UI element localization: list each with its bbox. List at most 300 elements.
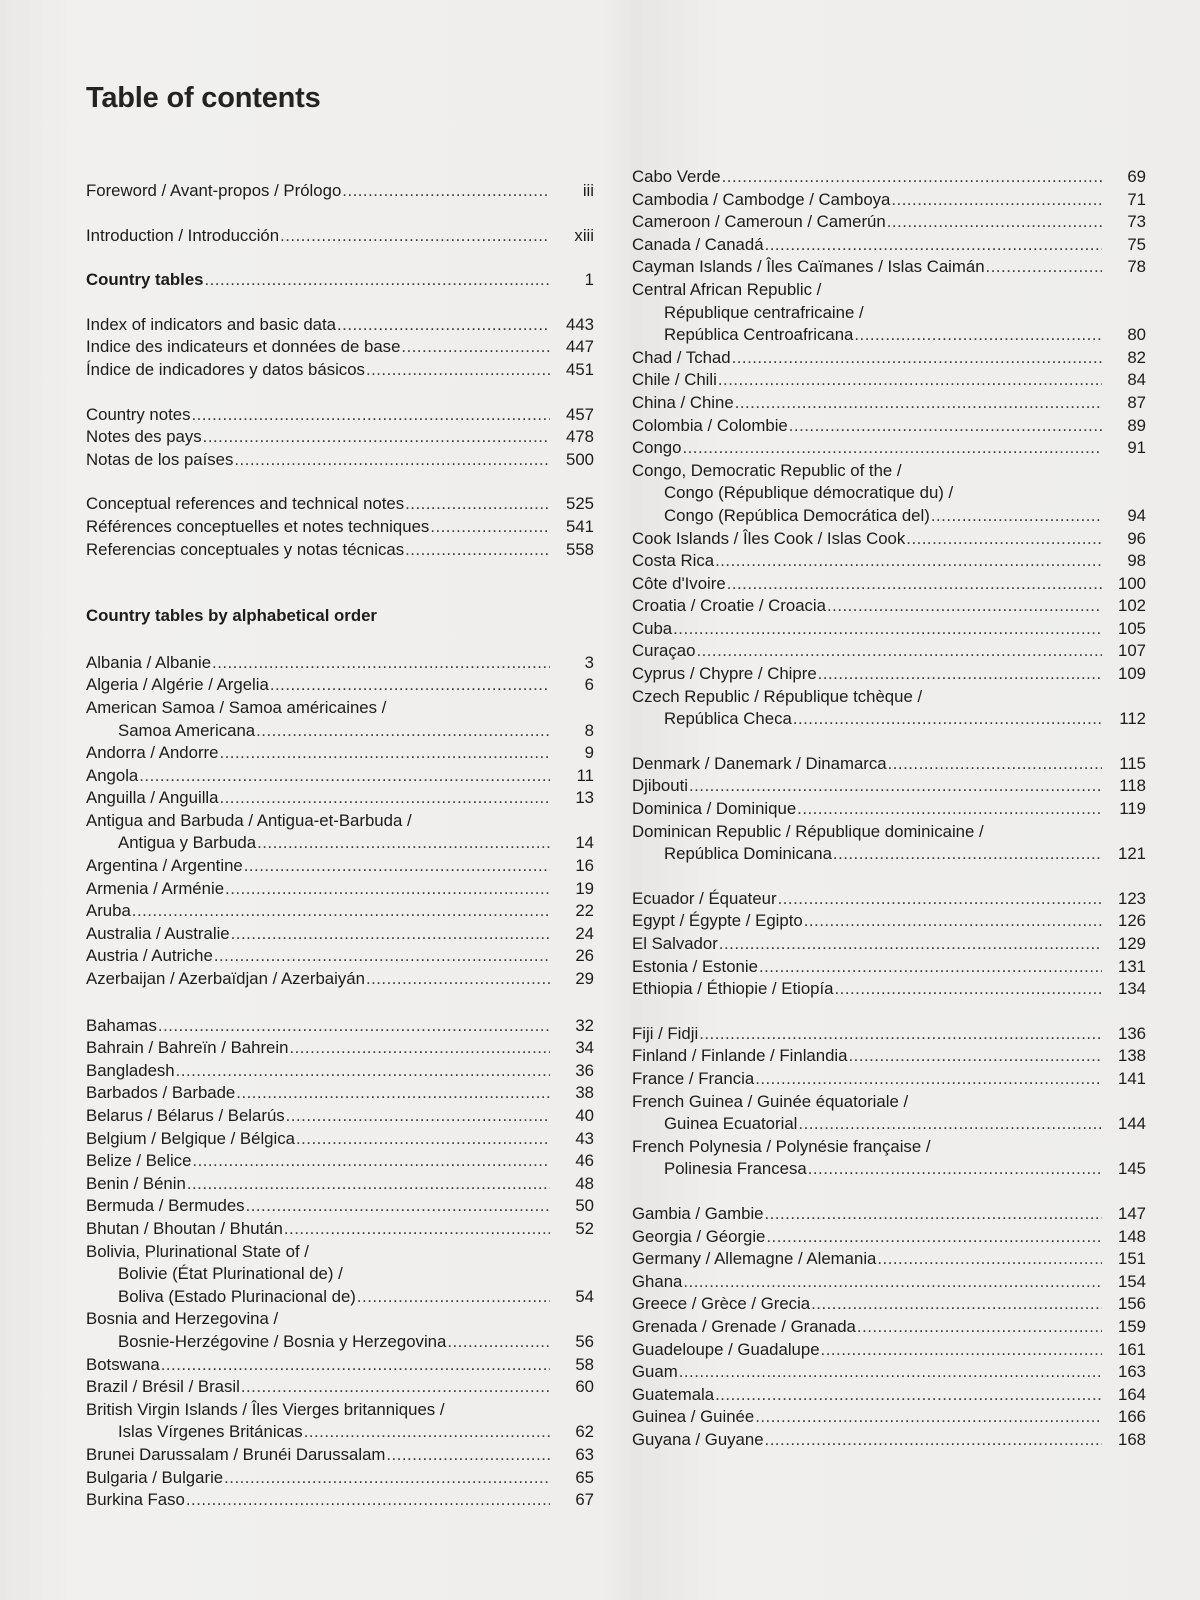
toc-entry-title: Chile / Chili — [632, 370, 717, 390]
dot-leader — [818, 663, 1102, 686]
toc-entry-title: Angola — [86, 765, 139, 785]
dot-leader — [284, 1218, 550, 1241]
toc-page-number: 164 — [1118, 1384, 1146, 1404]
toc-entry-title: Austria / Autriche — [86, 946, 213, 966]
toc-entry[interactable] — [86, 180, 594, 203]
toc-entry[interactable] — [86, 314, 594, 337]
toc-entry[interactable] — [632, 1136, 1146, 1181]
toc-page-number: 107 — [1118, 641, 1146, 661]
dot-leader — [835, 978, 1102, 1001]
toc-entry[interactable] — [86, 1037, 594, 1060]
toc-page-number: 84 — [1127, 370, 1146, 390]
dot-leader — [689, 775, 1102, 798]
dot-leader — [139, 765, 550, 788]
toc-page-number: 43 — [575, 1128, 594, 1148]
toc-page-number: 46 — [575, 1151, 594, 1171]
toc-entry-title: Belarus / Bélarus / Belarús — [86, 1106, 285, 1125]
dot-leader — [766, 1226, 1102, 1249]
toc-entry-title: Cook Islands / Îles Cook / Islas Cook — [632, 528, 906, 548]
toc-entry[interactable] — [86, 810, 594, 855]
dot-leader — [888, 753, 1102, 776]
toc-entry-title: Djibouti — [632, 776, 688, 796]
toc-entry[interactable] — [86, 1444, 594, 1467]
toc-entry[interactable] — [632, 256, 1146, 279]
dot-leader — [891, 189, 1102, 212]
toc-page-number: 29 — [575, 969, 594, 989]
dot-leader — [191, 404, 550, 427]
dot-leader — [246, 1195, 550, 1218]
toc-entry[interactable] — [632, 595, 1146, 618]
toc-entry-title: Brazil / Brésil / Brasil — [86, 1377, 240, 1397]
toc-entry-title: Antigua and Barbuda / Antigua-et-Barbuda / — [86, 810, 412, 830]
toc-entry-title: Introduction / Introducción — [86, 225, 280, 245]
toc-entry-title: Chad / Tchad — [632, 347, 731, 367]
dot-leader — [386, 1444, 550, 1467]
toc-entry-title: American Samoa / Samoa américaines / — [86, 697, 387, 717]
toc-page-number: 131 — [1118, 956, 1146, 976]
toc-entry-title: Ethiopia / Éthiopie / Etiopía — [632, 979, 834, 999]
toc-entry[interactable] — [632, 460, 1146, 528]
toc-entry-title: China / Chine — [632, 392, 734, 412]
toc-entry[interactable] — [86, 1489, 594, 1512]
dot-leader — [811, 1293, 1102, 1316]
toc-page-number: 6 — [584, 675, 594, 695]
toc-entry[interactable] — [86, 1060, 594, 1083]
toc-page-number: 63 — [575, 1444, 594, 1464]
toc-page-number: 60 — [575, 1377, 594, 1397]
toc-entry-title: Cayman Islands / Îles Caïmanes / Islas Caimán — [632, 257, 985, 277]
toc-entry-title: Germany / Allemagne / Alemania — [632, 1249, 877, 1269]
toc-entry-title: El Salvador — [632, 934, 718, 953]
toc-page-number: 126 — [1118, 911, 1146, 931]
toc-entry[interactable] — [632, 166, 1146, 189]
toc-entry[interactable] — [632, 1248, 1146, 1271]
toc-entry[interactable] — [86, 1241, 594, 1309]
toc-page-number: 67 — [575, 1490, 594, 1510]
toc-entry[interactable] — [632, 1406, 1146, 1429]
toc-page-number: 26 — [575, 946, 594, 966]
dot-leader — [887, 211, 1102, 234]
toc-entry[interactable] — [632, 821, 1146, 866]
toc-entry-title: Bosnia and Herzegovina / — [86, 1309, 279, 1329]
dot-leader — [854, 324, 1102, 347]
dot-leader — [401, 336, 550, 359]
toc-page-number: 8 — [584, 720, 594, 740]
toc-notes-group — [86, 404, 594, 472]
toc-entry-title: Armenia / Arménie — [86, 878, 225, 898]
toc-entry[interactable] — [632, 1316, 1146, 1339]
dot-leader — [679, 1361, 1102, 1384]
toc-entry-title: Dominica / Dominique — [632, 799, 797, 819]
dot-leader — [176, 1060, 550, 1083]
toc-entry-title: Cyprus / Chypre / Chipre — [632, 664, 817, 684]
toc-entry[interactable] — [86, 449, 594, 472]
toc-entry[interactable] — [632, 910, 1146, 933]
toc-page-number: 13 — [575, 788, 594, 808]
dot-leader — [696, 640, 1102, 663]
toc-entry-title: Cabo Verde — [632, 167, 721, 186]
toc-entry[interactable] — [632, 528, 1146, 551]
toc-entry[interactable] — [632, 392, 1146, 415]
toc-entry-title: Aruba — [86, 901, 131, 921]
toc-page-number: 451 — [566, 359, 594, 379]
toc-page-number: 80 — [1127, 325, 1146, 345]
toc-entry-title: Congo, Democratic Republic of the / — [632, 460, 902, 480]
dot-leader — [244, 855, 550, 878]
toc-entry[interactable] — [632, 1203, 1146, 1226]
toc-entry-title: Finland / Finlande / Finlandia — [632, 1046, 848, 1066]
toc-page-number: 147 — [1118, 1203, 1146, 1223]
toc-page-number: 54 — [575, 1286, 594, 1306]
toc-entry[interactable] — [632, 369, 1146, 392]
toc-entry[interactable] — [86, 1354, 594, 1377]
toc-page-number: 96 — [1127, 528, 1146, 548]
toc-entry-title: Belgium / Belgique / Bélgica — [86, 1128, 295, 1148]
toc-page-number: 145 — [1118, 1159, 1146, 1179]
toc-page-number: 69 — [1127, 167, 1146, 186]
dot-leader — [225, 878, 550, 901]
toc-entry[interactable] — [632, 437, 1146, 460]
toc-entry[interactable] — [86, 855, 594, 878]
toc-entry-title: Azerbaijan / Azerbaïdjan / Azerbaiyán — [86, 969, 365, 989]
dot-leader — [241, 1376, 550, 1399]
toc-entry-title: Andorra / Andorre — [86, 743, 219, 763]
dot-leader — [357, 1286, 550, 1309]
toc-entry-title: Egypt / Égypte / Egipto — [632, 911, 803, 931]
toc-page-number: 151 — [1118, 1249, 1146, 1269]
toc-entry-title: Bhutan / Bhoutan / Bhután — [86, 1218, 283, 1238]
toc-entry-title: Índice de indicadores y datos básicos — [86, 359, 365, 379]
toc-page-number: 87 — [1127, 392, 1146, 412]
dot-leader — [732, 347, 1102, 370]
toc-entry[interactable] — [86, 652, 594, 675]
toc-entry[interactable] — [632, 573, 1146, 596]
toc-entry[interactable] — [86, 878, 594, 901]
dot-leader — [683, 1271, 1102, 1294]
toc-page-number: 129 — [1118, 934, 1146, 953]
toc-entry[interactable] — [86, 225, 594, 248]
toc-page-number: 32 — [575, 1015, 594, 1035]
toc-front-matter — [86, 180, 594, 292]
toc-entry-title: Indice des indicateurs et données de base — [86, 337, 401, 357]
toc-entry[interactable] — [86, 426, 594, 449]
toc-page-number: iii — [582, 181, 594, 200]
toc-entry[interactable] — [86, 1399, 594, 1444]
toc-page-number: 118 — [1119, 776, 1146, 796]
toc-entry-title-continued: Guinea Ecuatorial — [664, 1114, 798, 1134]
toc-page-number: 141 — [1118, 1068, 1146, 1088]
toc-entry-title: Country notes — [86, 404, 191, 424]
toc-entry[interactable] — [632, 1384, 1146, 1407]
toc-entry-title: Guinea / Guinée — [632, 1407, 755, 1427]
toc-entry[interactable] — [86, 968, 594, 991]
toc-entry-title: Bahrain / Bahreïn / Bahrein — [86, 1038, 289, 1058]
toc-entry[interactable] — [632, 1339, 1146, 1362]
toc-page-number: 156 — [1118, 1294, 1146, 1314]
toc-entry[interactable] — [86, 765, 594, 788]
dot-leader — [719, 933, 1102, 956]
toc-entry[interactable] — [632, 1271, 1146, 1294]
toc-entry[interactable] — [632, 347, 1146, 370]
toc-entry[interactable] — [632, 415, 1146, 438]
toc-entry[interactable] — [632, 640, 1146, 663]
toc-page-number: 168 — [1118, 1429, 1146, 1449]
toc-entry[interactable] — [632, 211, 1146, 234]
dot-leader — [219, 742, 550, 765]
toc-page-number: 121 — [1118, 844, 1146, 864]
toc-page-number: 525 — [566, 494, 594, 514]
toc-page-number: 163 — [1118, 1362, 1146, 1382]
toc-entry-title: French Polynesia / Polynésie française / — [632, 1136, 931, 1156]
toc-entry[interactable] — [86, 539, 594, 562]
toc-entry-title: Referencias conceptuales y notas técnicas — [86, 539, 405, 559]
toc-entry[interactable] — [632, 1023, 1146, 1046]
toc-entry-title: Références conceptuelles et notes techniques — [86, 516, 430, 536]
dot-leader — [257, 832, 550, 855]
toc-page-number: 22 — [575, 901, 594, 921]
toc-page-number: 24 — [575, 923, 594, 943]
dot-leader — [906, 528, 1102, 551]
dot-leader — [849, 1045, 1103, 1068]
toc-entry-title: Brunei Darussalam / Brunéi Darussalam — [86, 1444, 386, 1464]
dot-leader — [214, 945, 550, 968]
dot-leader — [447, 1331, 550, 1354]
toc-page-number: 148 — [1118, 1226, 1146, 1246]
toc-page-number: 144 — [1118, 1114, 1146, 1134]
dot-leader — [759, 956, 1102, 979]
toc-entry-title-continued: Bosnie-Herzégovine / Bosnia y Herzegovina — [118, 1331, 447, 1351]
toc-entry[interactable] — [86, 336, 594, 359]
toc-entry-title: Bolivia, Plurinational State of / — [86, 1241, 309, 1261]
toc-entry-title: Guadeloupe / Guadalupe — [632, 1339, 820, 1359]
dot-leader — [699, 1023, 1102, 1046]
toc-entry[interactable] — [632, 775, 1146, 798]
dot-leader — [231, 923, 550, 946]
toc-entry-title: Costa Rica — [632, 551, 715, 571]
toc-entry-title: Country tables — [86, 270, 204, 290]
toc-page-number: 136 — [1118, 1023, 1146, 1043]
toc-entry[interactable] — [86, 1015, 594, 1038]
toc-entry[interactable] — [632, 618, 1146, 641]
toc-entry-title: Czech Republic / République tchèque / — [632, 686, 923, 706]
toc-letter-f — [632, 1023, 1146, 1181]
toc-page-number: 11 — [576, 765, 594, 785]
toc-entry-title: Cuba — [632, 618, 673, 638]
toc-entry[interactable] — [632, 234, 1146, 257]
dot-leader — [286, 1105, 550, 1128]
toc-entry[interactable] — [86, 1467, 594, 1490]
toc-page-number: 16 — [575, 856, 594, 876]
toc-entry[interactable] — [632, 1091, 1146, 1136]
toc-letter-b — [86, 1015, 594, 1512]
toc-entry[interactable] — [86, 945, 594, 968]
toc-entry[interactable] — [86, 1376, 594, 1399]
toc-entry-title: Ecuador / Équateur — [632, 888, 777, 908]
toc-entry[interactable] — [632, 798, 1146, 821]
toc-entry[interactable] — [86, 1218, 594, 1241]
dot-leader — [931, 505, 1102, 528]
toc-entry-title: Curaçao — [632, 641, 696, 661]
toc-entry[interactable] — [86, 359, 594, 382]
toc-entry-title-continued: Boliva (Estado Plurinacional de) — [118, 1286, 356, 1306]
toc-page-number: 138 — [1118, 1046, 1146, 1066]
toc-entry[interactable] — [86, 1308, 594, 1353]
toc-page-number: 38 — [575, 1083, 594, 1103]
toc-entry[interactable] — [632, 753, 1146, 776]
page-title: Table of contents — [86, 82, 321, 114]
toc-entry[interactable] — [632, 1293, 1146, 1316]
toc-entry-title: Guatemala — [632, 1384, 715, 1404]
dot-leader — [256, 720, 550, 743]
toc-page-number: 91 — [1127, 438, 1146, 458]
dot-leader — [808, 1158, 1102, 1181]
toc-entry-title: Cambodia / Cambodge / Camboya — [632, 189, 891, 209]
toc-entry-title: Notas de los países — [86, 449, 234, 469]
toc-entry-title: Anguilla / Anguilla — [86, 788, 219, 808]
toc-entry-title: Greece / Grèce / Grecia — [632, 1294, 811, 1314]
toc-page-number: 9 — [584, 743, 594, 763]
dot-leader — [186, 1489, 550, 1512]
toc-entry[interactable] — [632, 1226, 1146, 1249]
toc-entry-title: Côte d'Ivoire — [632, 573, 726, 593]
dot-leader — [236, 1082, 550, 1105]
toc-entry[interactable] — [86, 1082, 594, 1105]
toc-page-number: 50 — [575, 1196, 594, 1216]
toc-entry-title: France / Francia — [632, 1068, 755, 1088]
toc-entry-title: Belize / Belice — [86, 1151, 192, 1171]
toc-entry[interactable] — [86, 1195, 594, 1218]
dot-leader — [219, 787, 550, 810]
toc-entry[interactable] — [632, 1045, 1146, 1068]
toc-entry[interactable] — [86, 1105, 594, 1128]
toc-entry[interactable] — [86, 269, 594, 292]
toc-entry[interactable] — [86, 742, 594, 765]
dot-leader — [289, 1037, 550, 1060]
toc-entry[interactable] — [632, 279, 1146, 347]
toc-page-number: 447 — [566, 337, 594, 357]
toc-entry-title: Cameroon / Cameroun / Camerún — [632, 212, 886, 232]
toc-entry[interactable] — [632, 1068, 1146, 1091]
toc-entry-title: Conceptual references and technical notes — [86, 494, 405, 514]
dot-leader — [405, 493, 550, 516]
dot-leader — [296, 1128, 550, 1151]
toc-page-number: 159 — [1118, 1316, 1146, 1336]
toc-letter-c — [632, 166, 1146, 731]
dot-leader — [857, 1316, 1102, 1339]
toc-page-number: 105 — [1118, 618, 1146, 638]
toc-page-number: 119 — [1119, 799, 1146, 819]
toc-page-number: 161 — [1118, 1339, 1146, 1359]
toc-page-number: 36 — [575, 1060, 594, 1080]
toc-entry[interactable] — [632, 189, 1146, 212]
toc-entry-title: Colombia / Colombie — [632, 415, 788, 435]
toc-entry[interactable] — [86, 787, 594, 810]
toc-entry-title: Barbados / Barbade — [86, 1083, 236, 1103]
toc-entry[interactable] — [86, 516, 594, 539]
toc-page-number: 500 — [566, 449, 594, 469]
toc-entry[interactable] — [86, 404, 594, 427]
toc-entry-title: Foreword / Avant-propos / Prólogo — [86, 181, 342, 200]
toc-entry-title: Bermuda / Bermudes — [86, 1196, 245, 1216]
toc-page-number: 541 — [566, 516, 594, 536]
toc-page-number: 19 — [575, 878, 594, 898]
toc-entry-title-continued: Congo (República Democrática del) — [664, 505, 930, 525]
dot-leader — [224, 1467, 550, 1490]
dot-leader — [765, 1429, 1102, 1452]
toc-entry-title: French Guinea / Guinée équatoriale / — [632, 1091, 909, 1111]
toc-entry-title: Guyana / Guyane — [632, 1429, 764, 1449]
toc-entry[interactable] — [86, 493, 594, 516]
toc-entry[interactable] — [632, 686, 1146, 731]
toc-entry-title: Congo — [632, 438, 682, 458]
toc-entry[interactable] — [632, 978, 1146, 1001]
dot-leader — [735, 392, 1102, 415]
toc-page-number: 558 — [566, 539, 594, 559]
toc-page-number: 56 — [575, 1331, 594, 1351]
toc-page-number: 112 — [1119, 709, 1146, 729]
dot-leader — [715, 550, 1102, 573]
toc-page-number: 65 — [575, 1467, 594, 1487]
toc-entry-title-continued: Bolivie (État Plurinational de) / — [118, 1264, 343, 1284]
toc-entry[interactable] — [632, 550, 1146, 573]
toc-entry[interactable] — [632, 1361, 1146, 1384]
toc-entry-title: Index of indicators and basic data — [86, 314, 337, 334]
toc-page-number: 48 — [575, 1173, 594, 1193]
toc-page-number: 52 — [575, 1218, 594, 1238]
toc-page-number: 58 — [575, 1354, 594, 1374]
toc-entry-title: Notes des pays — [86, 427, 202, 447]
dot-leader — [366, 359, 550, 382]
dot-leader — [755, 1406, 1102, 1429]
toc-entry-title: Gambia / Gambie — [632, 1203, 764, 1223]
toc-page-number: 71 — [1127, 189, 1146, 209]
toc-entry[interactable] — [632, 1429, 1146, 1452]
dot-leader — [304, 1421, 550, 1444]
toc-entry-title-continued: República Centroafricana — [664, 325, 854, 345]
toc-index-group — [86, 314, 594, 382]
toc-page-number: 100 — [1118, 573, 1146, 593]
dot-leader — [673, 618, 1102, 641]
toc-entry[interactable] — [632, 956, 1146, 979]
dot-leader — [715, 1384, 1102, 1407]
toc-entry[interactable] — [632, 888, 1146, 911]
toc-entry[interactable] — [86, 923, 594, 946]
toc-entry[interactable] — [632, 663, 1146, 686]
toc-page-number: 3 — [584, 652, 594, 672]
toc-page-number: 115 — [1119, 753, 1146, 773]
toc-page-number: 78 — [1127, 257, 1146, 277]
toc-entry[interactable] — [86, 1173, 594, 1196]
dot-leader — [270, 674, 550, 697]
toc-entry[interactable] — [86, 674, 594, 697]
toc-entry-title-continued: Samoa Americana — [118, 720, 256, 740]
dot-leader — [877, 1248, 1102, 1271]
dot-leader — [161, 1354, 550, 1377]
dot-leader — [986, 256, 1102, 279]
toc-page-number: 82 — [1127, 347, 1146, 367]
dot-leader — [827, 595, 1102, 618]
toc-entry[interactable] — [632, 933, 1146, 956]
toc-entry[interactable] — [86, 697, 594, 742]
toc-entry[interactable] — [86, 1128, 594, 1151]
toc-entry-title: Argentina / Argentine — [86, 856, 243, 876]
toc-entry-title-continued: República Dominicana — [664, 844, 832, 864]
dot-leader — [778, 888, 1102, 911]
dot-leader — [833, 843, 1102, 866]
toc-entry-title: Central African Republic / — [632, 279, 822, 299]
toc-entry[interactable] — [86, 900, 594, 923]
toc-entry[interactable] — [86, 1150, 594, 1173]
